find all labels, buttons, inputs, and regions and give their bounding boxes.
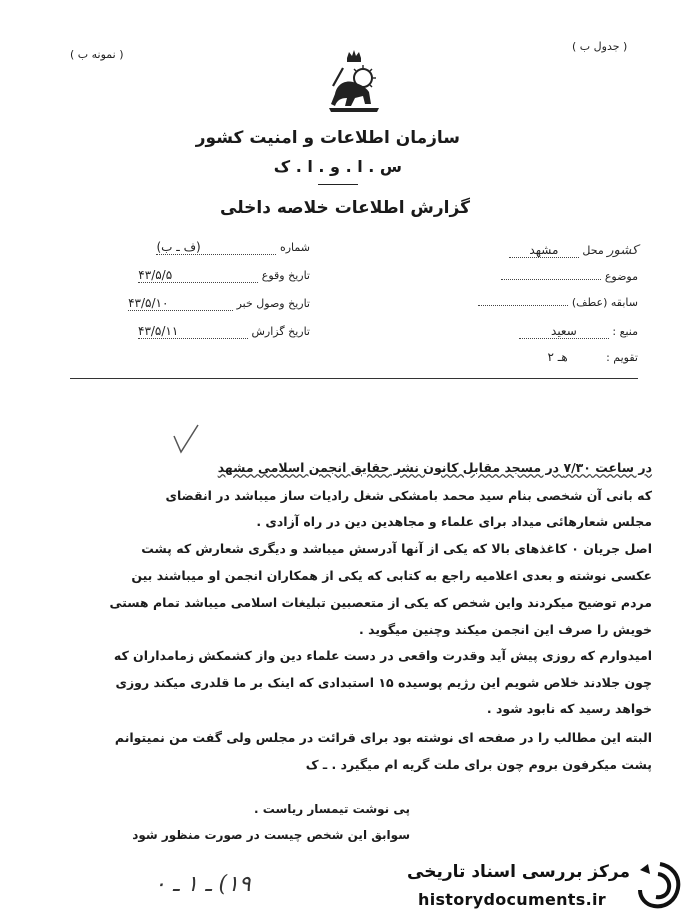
event-date-label: تاریخ وقوع — [261, 269, 310, 282]
receipt-date-label: تاریخ وصول خبر — [236, 297, 310, 310]
lion-and-sun-emblem-icon — [325, 48, 383, 120]
watermark-brand: مرکز بررسی اسناد تاریخی — [407, 862, 630, 882]
source-label: منبع : — [612, 325, 638, 338]
body-line-5: عکسی نوشته و بعدی اعلامیه راجع به کتابی که یکی از همکاران انجمن او میباشند بین — [131, 568, 652, 583]
receipt-date-value: ۴۳/۵/۱۰ — [128, 296, 169, 310]
body-line-4: اصل جریان ۰ کاغذهای بالا که یکی از آنها آدرسش میباشد و دیگری شعارش که پشت — [141, 541, 652, 556]
footnote-line-2: سوابق این شخص چیست در صورت منظور شود — [132, 828, 410, 842]
source-value: سعید — [551, 324, 577, 338]
archive-logo-icon — [636, 860, 682, 912]
subject-label: موضوع — [604, 270, 638, 283]
report-title: گزارش اطلاعات خلاصه داخلی — [220, 198, 470, 218]
form-type-label: ( نمونه ب ) — [70, 48, 124, 61]
number-label: شماره — [279, 241, 310, 254]
check-mark-icon — [172, 422, 202, 456]
handwritten-page-reference: ۱۹) ـ ۱ ـ ۰ — [154, 872, 251, 897]
body-line-2: که بانی آن شخصی بنام سید محمد بامشکی شغل رادیات ساز میباشد در انقضای — [165, 488, 652, 503]
organization-name: سازمان اطلاعات و امنیت کشور — [195, 128, 460, 148]
body-line-9: چون جلادند خلاص شویم این رژیم پوسیده ۱۵ استبدادی که اینک بر ما قلدری میکند روزی — [115, 675, 652, 690]
location-value: مشهد — [529, 243, 559, 257]
body-line-8: امیدوارم که روزی پیش آید وقدرت واقعی در دست علماء دین واز کشمکش زمامداران که — [113, 648, 652, 663]
reference-label: سابقه (عطف) — [571, 296, 638, 309]
header-divider — [70, 378, 638, 379]
body-line-12: پشت میکرفون بروم چون برای ملت گریه ام میگیرد . ـ ک — [305, 757, 652, 772]
report-date-value: ۴۳/۵/۱۱ — [138, 324, 179, 338]
body-line-1: در ساعت ۷/۳۰ در مسجد مقابل کانون نشر حقایق انجمن اسلامی مشهد — [217, 460, 652, 475]
body-line-7: خویش را صرف این انجمن میکند وچنین میگوید . — [359, 622, 652, 637]
evaluation-field — [513, 350, 638, 364]
evaluation-label: تقویم : — [606, 351, 638, 364]
number-field — [110, 240, 310, 255]
subject-field — [501, 270, 638, 283]
source-field — [519, 324, 638, 339]
location-label: محل — [582, 244, 604, 257]
code-underline — [318, 184, 358, 185]
organization-code: س . ا . و . ا . ک — [273, 157, 402, 176]
body-line-11: البته این مطالب را در صفحه ای نوشته بود برای قرائت در مجلس ولی گفت من نمیتوانم — [114, 730, 652, 745]
number-value: (ف ـ ب) — [156, 240, 201, 254]
location-prefix: کشور — [607, 243, 638, 258]
location-field — [509, 243, 638, 258]
report-date-field — [110, 324, 310, 339]
receipt-date-field — [110, 296, 310, 311]
watermark-url: historydocuments.ir — [418, 890, 606, 909]
event-date-field — [110, 268, 310, 283]
table-type-label: ( جدول ب ) — [572, 40, 628, 53]
footnote-line-1: پی نوشت تیمسار ریاست . — [254, 802, 410, 816]
body-line-3: مجلس شعارهائی میداد برای علماء و مجاهدین دین در راه آزادی . — [256, 514, 652, 529]
reference-field — [478, 296, 638, 309]
evaluation-value: هـ ۲ — [547, 350, 568, 364]
body-line-10: خواهد رسید که نابود شود . — [486, 701, 652, 716]
event-date-value: ۴۳/۵/۵ — [138, 268, 173, 282]
body-line-6: مردم توضیح میکردند واین شخص که یکی از متعصبین تبلیغات اسلامی میباشد تمام هستی — [109, 595, 652, 610]
report-date-label: تاریخ گزارش — [251, 325, 310, 338]
